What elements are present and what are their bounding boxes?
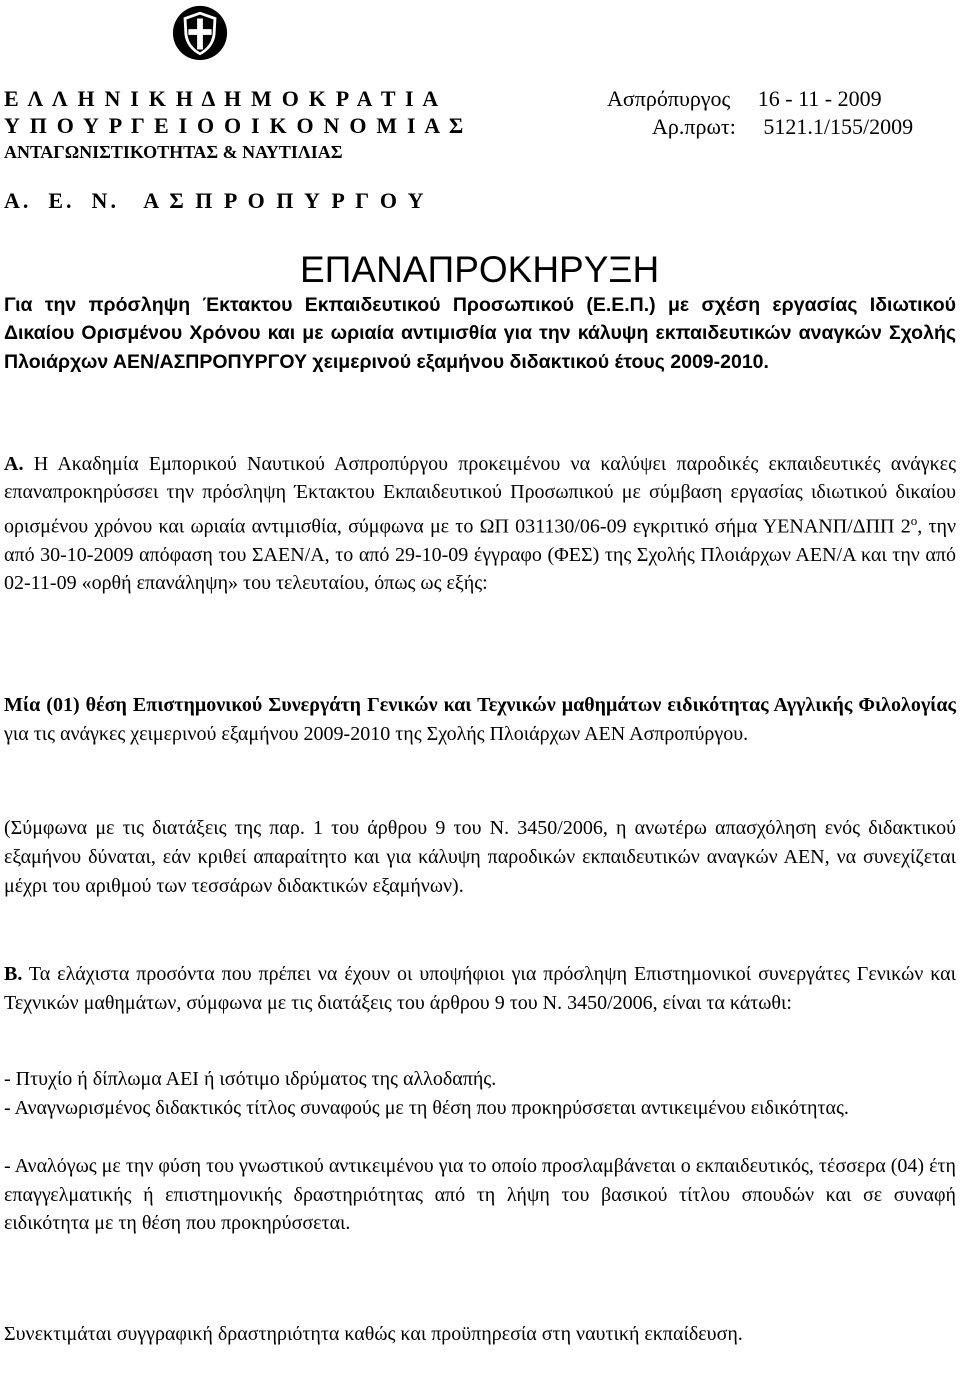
section-a-paragraph [4,450,956,597]
section-a-superscript: ο [910,512,918,528]
section-b-text: Τα ελάχιστα προσόντα που πρέπει να έχουν οι υποψήφιοι για πρόσληψη Επιστημονικοί συνεργάτες Γενικών και Τεχνικών μαθημάτων, σύμφωνα με τις διατάξεις του άρθρου 9 του Ν. 3450/2006, είναι τα κάτωθι: [4,963,956,1014]
header-ministry-cont: ΑΝΤΑΓΩΝΙΣΤΙΚΟΤΗΤΑΣ & ΝΑΥΤΙΛΙΑΣ [4,142,343,162]
place-date: Ασπρόπυργος 16 - 11 - 2009 [607,86,882,111]
header-academy: Α. Ε. Ν. Α Σ Π Ρ Ο Π Υ Ρ Γ Ο Υ [4,188,427,213]
greek-state-emblem-icon [171,4,229,62]
section-a-text: Η Ακαδημία Εμπορικού Ναυτικού Ασπροπύργου προκειμένου να καλύψει παροδικές εκπαιδευτικές ανάγκες επαναπροκηρύσσει την πρόσληψη Έκτακτου Εκπαιδευτικού Προσωπικού με σύμβαση εργασίας ιδιωτικού δικαίου ορισμένου χρόνου και ωριαία αντιμισθία, σύμφωνα με το ΩΠ 031130/06-09 εγκριτικό σήμα ΥΕΝΑΝΠ/ΔΠΠ 2 [4,453,956,538]
section-b-paragraph [4,960,956,1017]
requirement-item: - Αναλόγως με την φύση του γνωστικού αντικειμένου για το οποίο προσλαμβάνεται ο εκπαιδευτικός, τέσσερα (04) έτη επαγγελματικής ή επιστημονικής δραστηριότητας από τη λήψη του βασικού τίτλου σπουδών και σε συναφή ειδικότητα με τη θέση που προκηρύσσεται. [4,1155,956,1234]
section-b-label: Β. [4,963,23,985]
document-title: ΕΠΑΝΑΠΡΟΚΗΡΥΞΗ [300,249,660,290]
closing-paragraph: Συνεκτιμάται συγγραφική δραστηριότητα καθώς και προϋπηρεσία στη ναυτική εκπαίδευση. [4,1323,743,1345]
position-paragraph [4,691,956,748]
subject-paragraph: Για την πρόσληψη Έκτακτου Εκπαιδευτικού Προσωπικού (Ε.Ε.Π.) με σχέση εργασίας Ιδιωτικού Δικαίου Ορισμένου Χρόνου και με ωριαία αντιμισθία για την κάλυψη εκπαιδευτικών αναγκών Σχολής Πλοιάρχων ΑΕΝ/ΑΣΠΡΟΠΥΡΓΟΥ χειμερινού εξαμήνου διδακτικού έτους 2009-2010. [4,294,956,373]
protocol-number: Αρ.πρωτ: 5121.1/155/2009 [652,114,914,139]
position-title: Μία (01) θέση Επιστημονικού Συνεργάτη Γενικών και Τεχνικών μαθημάτων ειδικότητας Αγγλικής Φιλολογίας [4,694,956,716]
section-a-text-cont: , την από 30-10-2009 απόφαση του ΣΑΕΝ/Α, το από 29-10-09 έγγραφο (ΦΕΣ) της Σχολής Πλοιάρχων ΑΕΝ/Α και την από 02-11-09 «ορθή επανάληψη» του τελευταίου, όπως ως εξής: [4,515,956,594]
requirement-item: - Αναγνωρισμένος διδακτικός τίτλος συναφούς με τη θέση που προκηρύσσεται αντικειμένου ειδικότητας. [4,1097,849,1119]
requirement-item: - Πτυχίο ή δίπλωμα ΑΕΙ ή ισότιμο ιδρύματος της αλλοδαπής. [4,1068,497,1090]
position-text: για τις ανάγκες χειμερινού εξαμήνου 2009-2010 της Σχολής Πλοιάρχων ΑΕΝ Ασπροπύργου. [4,722,749,745]
header-country: Ε Λ Λ Η Ν Ι Κ Η Δ Η Μ Ο Κ Ρ Α Τ Ι Α [4,86,441,111]
section-a-label: Α. [4,453,24,475]
note-paragraph: (Σύμφωνα με τις διατάξεις της παρ. 1 του άρθρου 9 του Ν. 3450/2006, η ανωτέρω απασχόληση ενός διδακτικού εξαμήνου δύναται, εάν κριθεί απαραίτητο και για κάλυψη παροδικών εκπαιδευτικών αναγκών ΑΕΝ, να συνεχίζεται μέχρι του αριθμού των τεσσάρων διδακτικών εξαμήνων). [4,817,956,897]
header-ministry: Υ Π Ο Υ Ρ Γ Ε Ι Ο Ο Ι Κ Ο Ν Ο Μ Ι Α Σ [4,113,466,138]
